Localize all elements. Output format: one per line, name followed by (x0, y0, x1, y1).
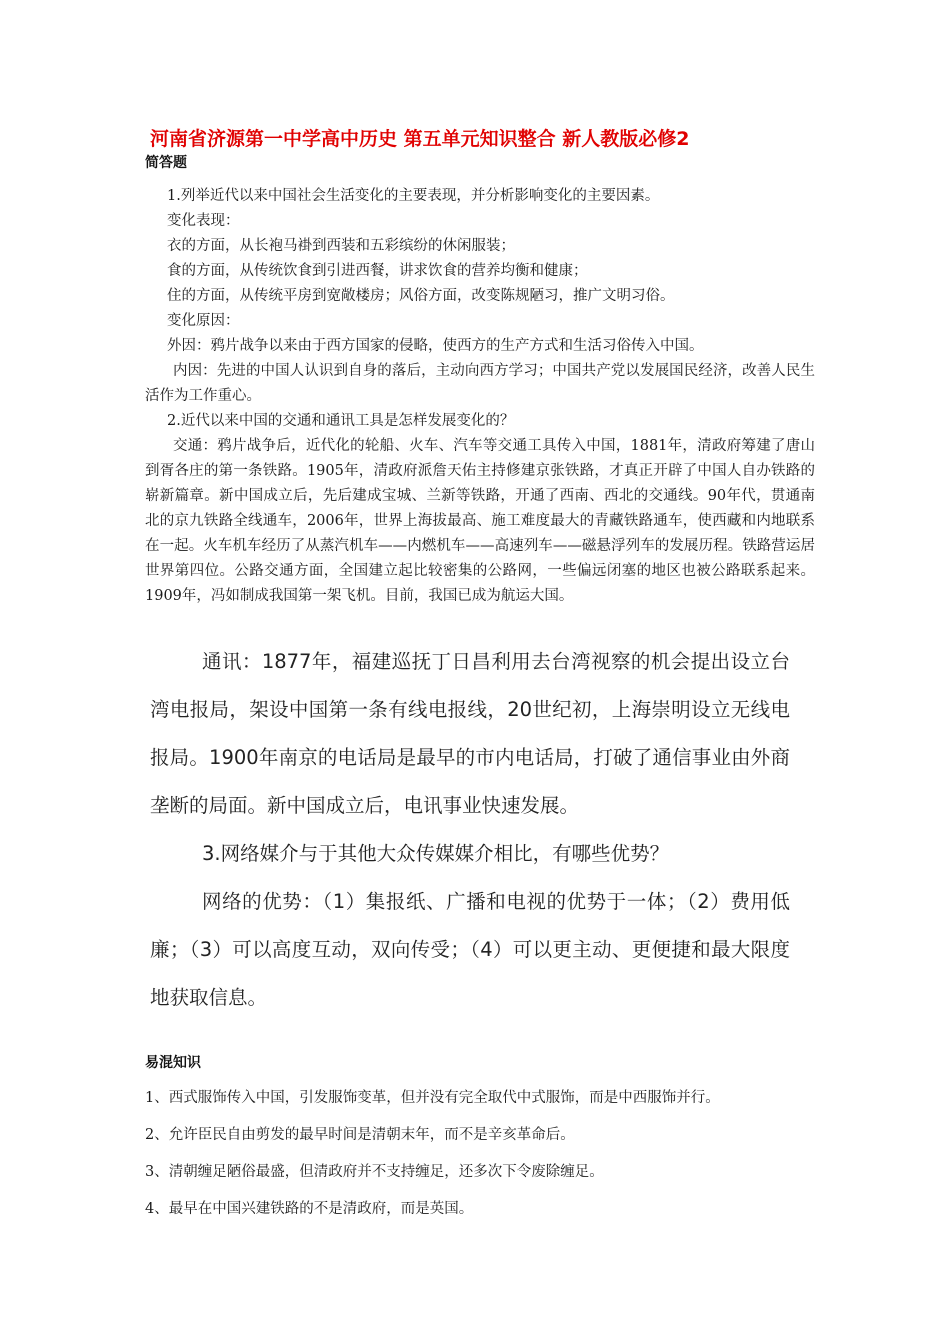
food-change: 食的方面，从传统饮食到引进西餐，讲求饮食的营养均衡和健康； (167, 263, 588, 279)
network-advantages-answer: 网络的优势：（1）集报纸、广播和电视的优势于一体；（2）费用低廉；（3）可以高度互动，双向传受；（4）可以更主动、更便捷和最大限度地获取信息。 (150, 890, 790, 1009)
question-1-text: 1.列举近代以来中国社会生活变化的主要表现，并分析影响变化的主要因素。 (167, 188, 660, 204)
confusing-knowledge-list (145, 1088, 825, 1236)
list-item: 4、最早在中国兴建铁路的不是清政府，而是英国。 (145, 1201, 474, 1217)
question-1-block (145, 184, 815, 609)
list-item: 3、清朝缠足陋俗最盛，但清政府并不支持缠足，还多次下令废除缠足。 (145, 1164, 604, 1180)
housing-change: 住的方面，从传统平房到宽敞楼房；风俗方面，改变陈规陋习，推广文明习俗。 (167, 288, 675, 304)
cause-label: 变化原因： (167, 313, 240, 329)
change-label: 变化表现： (167, 213, 240, 229)
clothing-change: 衣的方面，从长袍马褂到西装和五彩缤纷的休闲服装； (167, 238, 515, 254)
list-item: 2、允许臣民自由剪发的最早时间是清朝末年，而不是辛亥革命后。 (145, 1127, 575, 1143)
internal-cause: 内因：先进的中国人认识到自身的落后，主动向西方学习；中国共产党以发展国民经济，改善人民生活作为工作重心。 (145, 363, 815, 404)
section-heading-short-answer: 简答题 (145, 155, 187, 171)
list-item: 1、西式服饰传入中国，引发服饰变革，但并没有完全取代中式服饰，而是中西服饰并行。 (145, 1090, 720, 1106)
communication-answer: 通讯：1877年，福建巡抚丁日昌利用去台湾视察的机会提出设立台湾电报局，架设中国第一条有线电报线，20世纪初，上海崇明设立无线电报局。1900年南京的电话局是最早的市内电话局，打破了通信事业由外商垄断的局面。新中国成立后，电讯事业快速发展。 (150, 650, 790, 817)
embedded-image-text (150, 638, 790, 1022)
document-title: 河南省济源第一中学高中历史 第五单元知识整合 新人教版必修2 (150, 128, 690, 150)
transport-answer: 交通：鸦片战争后，近代化的轮船、火车、汽车等交通工具传入中国，1881年，清政府筹建了唐山到胥各庄的第一条铁路。1905年，清政府派詹天佑主持修建京张铁路，才真正开辟了中国人自办铁路的崭新篇章。新中国成立后，先后建成宝城、兰新等铁路，开通了西南、西北的交通线。90年代，贯通南北的京九铁路全线通车，2006年，世界上海拔最高、施工难度最大的青藏铁路通车，使西藏和内地联系在一起。火车机车经历了从蒸汽机车——内燃机车——高速列车——磁悬浮列车的发展历程。铁路营运居世界第四位。公路交通方面，全国建立起比较密集的公路网，一些偏远闭塞的地区也被公路联系起来。1909年，冯如制成我国第一架飞机。目前，我国已成为航运大国。 (145, 438, 815, 604)
external-cause: 外因：鸦片战争以来由于西方国家的侵略，使西方的生产方式和生活习俗传入中国。 (167, 338, 704, 354)
question-2-text: 2.近代以来中国的交通和通讯工具是怎样发展变化的？ (167, 413, 515, 429)
section-heading-confusing: 易混知识 (145, 1055, 201, 1071)
question-3-text: 3.网络媒介与于其他大众传媒媒介相比，有哪些优势？ (202, 842, 670, 865)
